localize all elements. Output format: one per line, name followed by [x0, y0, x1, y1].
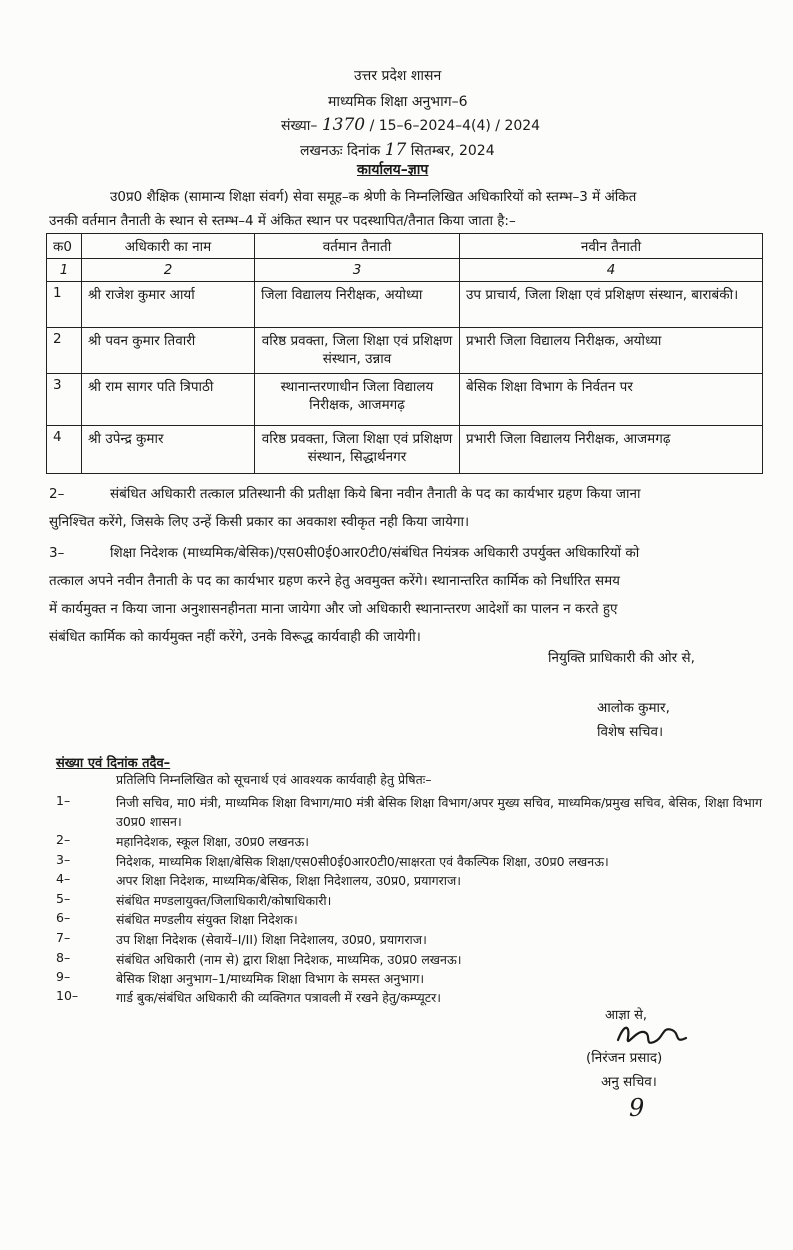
item-text: गार्ड बुक/संबंधित अधिकारी की व्यक्तिगत पत्रावली में रखने हेतु/कम्प्यूटर। [116, 990, 441, 1005]
row-name: श्री उपेन्द्र कुमार [82, 426, 255, 474]
item-text: संबंधित अधिकारी (नाम से) द्वारा शिक्षा निदेशक, माध्यमिक, उ0प्र0 लखनऊ। [116, 952, 462, 967]
item-text: उप शिक्षा निदेशक (सेवायें–I/II) शिक्षा निदेशालय, उ0प्र0, प्रयागराज। [116, 932, 427, 947]
row-name: श्री पवन कुमार तिवारी [82, 328, 255, 374]
item-number: 3– [56, 852, 71, 867]
intro-line-1: उ0प्र0 शैक्षिक (सामान्य शिक्षा संवर्ग) सेवा समूह–क श्रेणी के निम्नलिखित अधिकारियों को स्तम्भ–3 में अंकित [110, 189, 637, 205]
row-name: श्री राम सागर पति त्रिपाठी [82, 374, 255, 426]
handwritten-initials: 9 [629, 1094, 645, 1122]
para3-line-1: शिक्षा निदेशक (माध्यमिक/बेसिक)/एस0सी0ई0आर0टी0/संबंधित नियंत्रक अधिकारी उपर्युक्त अधिकारियों को [110, 545, 640, 561]
row-serial: 4 [47, 426, 82, 474]
ref-prefix: संख्या– [281, 118, 318, 134]
row-current-posting: वरिष्ठ प्रवक्ता, जिला शिक्षा एवं प्रशिक्षण संस्थान, उन्नाव [255, 328, 460, 374]
signatory-name: आलोक कुमार, [597, 700, 670, 716]
intro-line-2: उनकी वर्तमान तैनाती के स्थान से स्तम्भ–4 में अंकित स्थान पर पदस्थापित/तैनात किया जाता है:– [49, 213, 516, 229]
handwritten-day: 17 [384, 140, 407, 160]
table-row [47, 282, 763, 328]
table-row [47, 426, 763, 474]
item-number: 9– [56, 969, 71, 984]
row-serial: 2 [47, 328, 82, 374]
para3-number: 3– [49, 545, 65, 561]
signatory-2-name: (निरंजन प्रसाद) [586, 1050, 663, 1066]
col-header-serial: क0 [47, 234, 82, 259]
row-serial: 3 [47, 374, 82, 426]
item-text: निदेशक, माध्यमिक शिक्षा/बेसिक शिक्षा/एस0सी0ई0आर0टी0/साक्षरता एवं वैकल्पिक शिक्षा, उ0प्र0 लखनऊ। [116, 854, 609, 869]
row-new-posting: प्रभारी जिला विद्यालय निरीक्षक, आजमगढ़ [460, 426, 763, 474]
item-text: निजी सचिव, मा0 मंत्री, माध्यमिक शिक्षा विभाग/मा0 मंत्री बेसिक शिक्षा विभाग/अपर मुख्य सचिव, माध्यमिक/प्रमुख सचिव, बेसिक, शिक्षा विभाग उ0प्र0 शासन। [116, 795, 762, 829]
para2-line-2: सुनिश्चित करेंगे, जिसके लिए उन्हें किसी प्रकार का अवकाश स्वीकृत नही किया जायेगा। [49, 514, 470, 530]
item-number: 5– [56, 891, 71, 906]
row-current-posting: स्थानान्तरणाधीन जिला विद्यालय निरीक्षक, आजमगढ़ [255, 374, 460, 426]
posting-table [46, 233, 763, 474]
row-current-posting: वरिष्ठ प्रवक्ता, जिला शिक्षा एवं प्रशिक्षण संस्थान, सिद्धार्थनगर [255, 426, 460, 474]
appointing-authority: नियुक्ति प्राधिकारी की ओर से, [548, 650, 695, 666]
signatory-designation: विशेष सचिव। [597, 724, 664, 740]
col-header-new: नवीन तैनाती [460, 234, 763, 259]
item-text: अपर शिक्षा निदेशक, माध्यमिक/बेसिक, शिक्षा निदेशालय, उ0प्र0, प्रयागराज। [116, 873, 462, 888]
item-number: 2– [56, 832, 71, 847]
row-new-posting: प्रभारी जिला विद्यालय निरीक्षक, अयोध्या [460, 328, 763, 374]
colnum-2: 2 [82, 259, 255, 282]
item-number: 10– [56, 988, 79, 1003]
place-date-prefix: लखनऊः दिनांक [300, 143, 381, 159]
item-text: संबंधित मण्डलायुक्त/जिलाधिकारी/कोषाधिकारी। [116, 893, 332, 908]
signatory-2-designation: अनु सचिव। [601, 1074, 657, 1090]
copy-intro: प्रतिलिपि निम्नलिखित को सूचनार्थ एवं आवश्यक कार्यवाही हेतु प्रेषितः– [116, 772, 432, 787]
ref-suffix: / 15–6–2024–4(4) / 2024 [369, 118, 541, 134]
row-name: श्री राजेश कुमार आर्या [82, 282, 255, 328]
para2-line-1: संबंधित अधिकारी तत्काल प्रतिस्थानी की प्रतीक्षा किये बिना नवीन तैनाती के पद का कार्यभार ग्रहण किया जाना [110, 486, 641, 502]
item-text: महानिदेशक, स्कूल शिक्षा, उ0प्र0 लखनऊ। [116, 834, 310, 849]
by-order: आज्ञा से, [605, 1008, 648, 1023]
col-header-name: अधिकारी का नाम [82, 234, 255, 259]
row-new-posting: उप प्राचार्य, जिला शिक्षा एवं प्रशिक्षण संस्थान, बाराबंकी। [460, 282, 763, 328]
row-current-posting: जिला विद्यालय निरीक्षक, अयोध्या [255, 282, 460, 328]
col-header-current: वर्तमान तैनाती [255, 234, 460, 259]
row-serial: 1 [47, 282, 82, 328]
item-text: बेसिक शिक्षा अनुभाग–1/माध्यमिक शिक्षा विभाग के समस्त अनुभाग। [116, 971, 425, 986]
item-number: 4– [56, 871, 71, 886]
ref-handwritten-number: 1370 [321, 115, 366, 135]
colnum-3: 3 [255, 259, 460, 282]
office-memo-title: कार्यालय–ज्ञाप [357, 162, 429, 178]
item-number: 8– [56, 950, 71, 965]
item-number: 7– [56, 930, 71, 945]
reference-number [281, 115, 540, 135]
place-date [300, 140, 495, 160]
item-number: 6– [56, 910, 71, 925]
copy-heading: संख्या एवं दिनांक तदैव– [56, 756, 171, 771]
table-row [47, 374, 763, 426]
para2-number: 2– [49, 486, 65, 502]
para3-line-4: संबंधित कार्मिक को कार्यमुक्त नहीं करेंगे, उनके विरूद्ध कार्यवाही की जायेगी। [49, 629, 421, 645]
colnum-1: 1 [47, 259, 82, 282]
table-header-row [47, 234, 763, 259]
header-section: माध्यमिक शिक्षा अनुभाग–6 [328, 94, 468, 110]
row-new-posting: बेसिक शिक्षा विभाग के निर्वतन पर [460, 374, 763, 426]
para3-line-2: तत्काल अपने नवीन तैनाती के पद का कार्यभार ग्रहण करने हेतु अवमुक्त करेंगे। स्थानान्तरित कार्मिक को निर्धारित समय [49, 573, 620, 589]
para3-line-3: में कार्यमुक्त न किया जाना अनुशासनहीनता माना जायेगा और जो अधिकारी स्थानान्तरण आदेशों का पालन न करते हुए [49, 601, 618, 617]
item-text: संबंधित मण्डलीय संयुक्त शिक्षा निदेशक। [116, 912, 298, 927]
table-row [47, 328, 763, 374]
month-year: सितम्बर, 2024 [410, 143, 495, 159]
header-government: उत्तर प्रदेश शासन [354, 68, 442, 84]
colnum-4: 4 [460, 259, 763, 282]
item-number: 1– [56, 793, 71, 808]
table-colnum-row [47, 259, 763, 282]
